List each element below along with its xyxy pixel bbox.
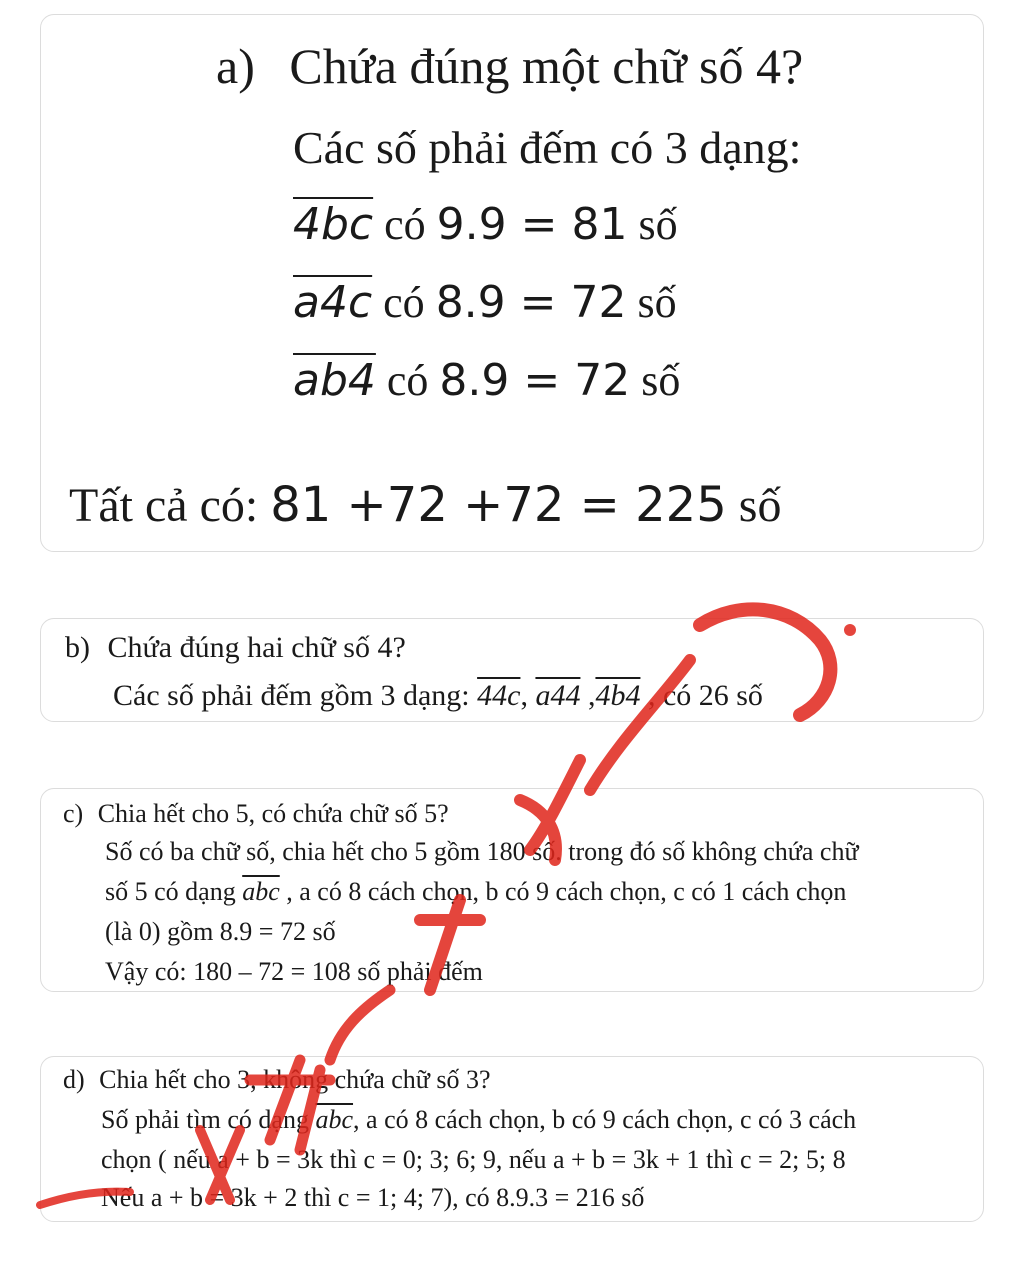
line2-start: số 5 có dạng <box>105 877 236 906</box>
form-unit: số <box>637 278 677 327</box>
section-c-line1: Số có ba chữ số, chia hết cho 5 gồm 180 số. trong đó số không chứa chữ <box>105 837 859 866</box>
separator: , <box>587 679 596 712</box>
form-unit: số <box>638 200 678 249</box>
section-b-heading <box>65 631 406 665</box>
form-mid: có <box>386 356 429 405</box>
pattern-abc: $\overline{abc}$ <box>242 877 280 906</box>
pattern-ab4: ab4 <box>293 355 376 406</box>
section-b-intro: Các số phải đếm gồm 3 dạng: <box>113 679 470 712</box>
section-c-line2 <box>105 877 846 907</box>
section-a-intro: Các số phải đếm có 3 dạng: <box>293 122 802 173</box>
section-a-total <box>69 477 781 533</box>
section-d-question: Chia hết cho 3, không chứa chữ số 3? <box>99 1065 491 1094</box>
card-section-b <box>40 618 984 722</box>
form-row <box>293 199 678 250</box>
section-c-question: Chia hết cho 5, có chứa chữ số 5? <box>97 799 449 828</box>
form-expr: 9.9 = 81 <box>436 199 628 250</box>
card-section-a <box>40 14 984 552</box>
section-d-line1 <box>101 1105 856 1135</box>
section-b-tail: , có 26 số <box>647 679 763 712</box>
form-row <box>293 277 677 328</box>
watermark-stroke <box>330 990 390 1060</box>
pattern-4b4: 4b4 <box>595 679 641 712</box>
form-expr: 8.9 = 72 <box>439 355 631 406</box>
pattern-abc: $\overline{abc}$ <box>315 1105 354 1134</box>
total-unit: số <box>738 479 782 532</box>
section-d-heading <box>63 1065 491 1095</box>
form-row <box>293 355 680 406</box>
pattern-a44: a44 <box>535 679 581 712</box>
section-b-label: b) <box>65 631 90 664</box>
pattern-a4c: a4c <box>293 277 373 328</box>
section-d-line3: Nếu a + b = 3k + 2 thì c = 1; 4; 7), có 8.9.3 = 216 số <box>101 1183 645 1212</box>
form-mid: có <box>383 278 425 327</box>
pattern-44c: 44c <box>477 679 521 712</box>
section-c-label: c) <box>63 799 84 828</box>
total-label: Tất cả có: <box>69 479 259 532</box>
line1-rest: , a có 8 cách chọn, b có 9 cách chọn, c có 3 cách <box>353 1105 857 1134</box>
section-a-heading <box>216 37 803 95</box>
section-c-line3: (là 0) gồm 8.9 = 72 số <box>105 917 336 946</box>
pattern-4bc: 4bc <box>293 199 374 250</box>
section-d-label: d) <box>63 1065 85 1094</box>
total-expr: 81 +72 +72 = 225 <box>270 477 727 533</box>
form-expr: 8.9 = 72 <box>435 277 627 328</box>
section-a-question: Chứa đúng một chữ số 4? <box>289 38 804 94</box>
section-c-heading <box>63 799 449 829</box>
section-d-line2: chọn ( nếu a + b = 3k thì c = 0; 3; 6; 9, nếu a + b = 3k + 1 thì c = 2; 5; 8 <box>101 1145 846 1174</box>
section-b-forms <box>113 679 763 713</box>
card-section-c <box>40 788 984 992</box>
section-c-line4: Vậy có: 180 – 72 = 108 số phải đếm <box>105 957 483 986</box>
form-unit: số <box>641 356 681 405</box>
line2-rest: , a có 8 cách chọn, b có 9 cách chọn, c có 1 cách chọn <box>286 877 847 906</box>
section-a-label: a) <box>216 38 255 94</box>
section-b-question: Chứa đúng hai chữ số 4? <box>107 631 406 664</box>
card-section-d <box>40 1056 984 1222</box>
form-mid: có <box>384 200 426 249</box>
separator: , <box>520 679 528 712</box>
line1-start: Số phải tìm có dạng <box>101 1105 309 1134</box>
